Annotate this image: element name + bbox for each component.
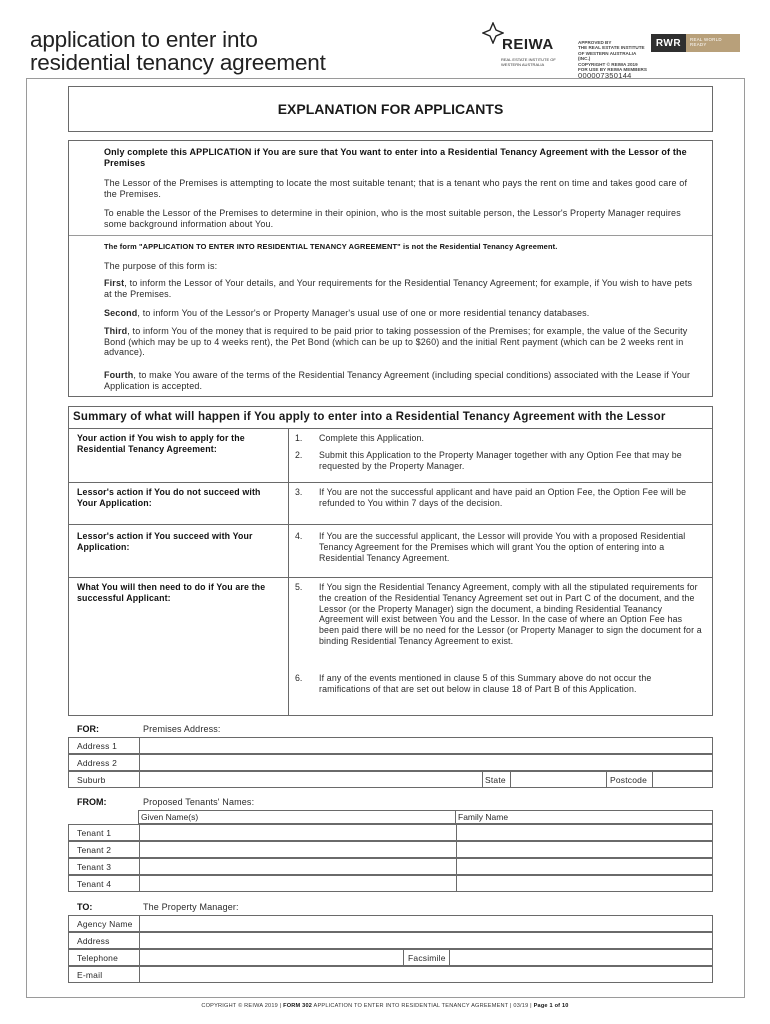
telephone-input[interactable] [139, 950, 401, 965]
address2-input[interactable] [139, 755, 712, 770]
document-title [30, 28, 326, 74]
fourth-text: , to make You aware of the terms of the Residential Tenancy Agreement (including special conditions) associated with the Lease if Your Application is accepted. [104, 370, 691, 391]
tenant-label: Tenant 2 [77, 845, 112, 855]
summary-row-divider [69, 524, 712, 525]
state-input[interactable] [510, 772, 607, 787]
telephone-row [68, 949, 713, 966]
summary-row-label: Lessor's action if You do not succeed with Your Application: [77, 487, 261, 508]
approval-line: APPROVED BY [578, 40, 612, 45]
tenant2-given-input[interactable] [139, 842, 454, 857]
tenant-row [68, 824, 713, 841]
third-text: , to inform You of the money that is required to be paid prior to taking possession of the Premises; for example, the value of the Security Bond (which may be up to 4 weeks rent), the Pet Bond (which can be up to $260) and the initial Rent payment (which can be 2 weeks rent in advance). [104, 326, 688, 357]
email-row [68, 966, 713, 983]
property-manager-label: The Property Manager: [143, 902, 239, 912]
address-input[interactable] [139, 933, 712, 948]
approval-line: COPYRIGHT © REIWA 2019 [578, 61, 638, 67]
rwr-tagline: REAL WORLD READY [686, 34, 740, 52]
purpose-first [104, 278, 694, 299]
postcode-input[interactable] [652, 772, 715, 787]
premises-address-label: Premises Address: [143, 724, 221, 734]
tenant-label: Tenant 1 [77, 828, 112, 838]
purpose-fourth [104, 370, 694, 391]
approval-line: FOR USE BY REIWA MEMBERS [578, 67, 647, 73]
proposed-tenants-label: Proposed Tenants' Names: [143, 797, 255, 807]
purpose-second [104, 308, 694, 319]
reiwa-logo [482, 22, 570, 72]
tenant1-given-input[interactable] [139, 825, 454, 840]
tenant1-family-input[interactable] [456, 825, 715, 840]
for-label: FOR: [77, 724, 99, 734]
title-line-2: residential tenancy agreement [30, 50, 326, 75]
tenant-row [68, 858, 713, 875]
to-label: TO: [77, 902, 93, 912]
item-number: 5. [295, 582, 303, 592]
address2-label: Address 2 [77, 758, 118, 768]
from-label: FROM: [77, 797, 107, 807]
footer-page-number: Page 1 of 10 [533, 1003, 569, 1009]
agency-name-input[interactable] [139, 916, 712, 931]
telephone-label: Telephone [77, 953, 119, 963]
explanation-p2: To enable the Lessor of the Premises to determine in their opinion, who is the most suitable person, the Lessor's Property Manager requires some background information about You. [104, 208, 681, 229]
facsimile-label: Facsimile [408, 953, 446, 963]
summary-row-divider [69, 482, 712, 483]
tenant-label: Tenant 4 [77, 879, 112, 889]
given-name-header: Given Name(s) [138, 810, 456, 824]
footer-form-title: APPLICATION TO ENTER INTO RESIDENTIAL TENANCY AGREEMENT | 03/19 | [312, 1003, 534, 1009]
approval-block [578, 40, 648, 79]
address1-input[interactable] [139, 738, 712, 753]
summary-item: If any of the events mentioned in clause 5 of this Summary above do not occur the ramifications of that are set out below in clause 18 of Part B of this Application. [319, 673, 652, 694]
first-label: First [104, 278, 125, 288]
explanation-heading: EXPLANATION FOR APPLICANTS [68, 86, 713, 132]
summary-item: If You are not the successful applicant and have paid an Option Fee, the Option Fee will be refunded to You within 7 days of the decision. [319, 487, 687, 508]
summary-item: Complete this Application. [319, 433, 425, 443]
reiwa-logo-sub: REAL ESTATE INSTITUTE OF WESTERN AUSTRALIA [501, 57, 556, 67]
item-number: 6. [295, 673, 303, 683]
family-name-header: Family Name [455, 810, 713, 824]
agency-name-row [68, 915, 713, 932]
notice-text: The form "APPLICATION TO ENTER INTO RESIDENTIAL TENANCY AGREEMENT" is not the Residential Tenancy Agreement. [104, 242, 558, 251]
tenant-row [68, 841, 713, 858]
suburb-row [68, 771, 713, 788]
rwr-logo [651, 34, 740, 52]
summary-item: If You sign the Residential Tenancy Agreement, comply with all the stipulated requirements for the creation of the Residential Tenancy Agreement set out in Part C of the document, and the Lessor (or the Property Manager) sign the document, a binding Residential Teanancy Agreement will exist between You and the Lessor. In the case of where an Option Fee has been paid there will be no need for the Lessor (or Property Manager to sign the document for a binding Residential Tenancy Agreement to exist. [319, 582, 702, 646]
explanation-divider [69, 235, 712, 236]
purpose-text: The purpose of this form is: [104, 261, 218, 271]
footer-form-number: FORM 302 [283, 1003, 313, 1009]
tenant3-family-input[interactable] [456, 859, 715, 874]
title-line-1: application to enter into [30, 27, 258, 52]
postcode-divider [606, 772, 607, 787]
tenant2-family-input[interactable] [456, 842, 715, 857]
summary-item: If You are the successful applicant, the Lessor will provide You with a proposed Residential Tenancy Agreement for the Premises which will grant You the option of entering into a Residential Tenancy Agreement. [319, 531, 686, 563]
address-row [68, 932, 713, 949]
item-number: 1. [295, 433, 303, 443]
tenant-row [68, 875, 713, 892]
summary-row-divider [69, 577, 712, 578]
summary-row-label: Lessor's action if You succeed with Your Application: [77, 531, 253, 552]
item-number: 3. [295, 487, 303, 497]
second-text: , to inform You of the Lessor's or Property Manager's usual use of one or more residential tenancy databases. [137, 308, 590, 318]
state-divider [482, 772, 483, 787]
suburb-label: Suburb [77, 775, 106, 785]
email-input[interactable] [139, 967, 712, 982]
summary-title: Summary of what will happen if You apply to enter into a Residential Tenancy Agreement with the Lessor [69, 407, 712, 429]
first-text: , to inform the Lessor of Your details, and Your requirements for the Residential Tenancy Agreement; for example, if You wish to have pets at the Premises. [104, 278, 693, 299]
address1-label: Address 1 [77, 741, 118, 751]
facsimile-divider [403, 950, 404, 965]
item-number: 4. [295, 531, 303, 541]
approval-line: THE REAL ESTATE INSTITUTE [578, 45, 645, 51]
fourth-label: Fourth [104, 370, 134, 380]
form-code: 000007350144 [578, 71, 632, 81]
agency-name-label: Agency Name [77, 919, 133, 929]
state-label: State [485, 775, 506, 785]
third-label: Third [104, 326, 128, 336]
page-footer [0, 1003, 770, 1009]
postcode-label: Postcode [610, 775, 648, 785]
tenant3-given-input[interactable] [139, 859, 454, 874]
purpose-third [104, 326, 694, 358]
summary-table [68, 406, 713, 716]
summary-row-label: What You will then need to do if You are the successful Applicant: [77, 582, 266, 603]
summary-column-divider [288, 428, 289, 715]
email-label: E-mail [77, 970, 103, 980]
footer-copyright: COPYRIGHT © REIWA 2019 | [201, 1003, 284, 1009]
tenant-label: Tenant 3 [77, 862, 112, 872]
tenant4-given-input[interactable] [139, 876, 454, 891]
item-number: 2. [295, 450, 303, 460]
address2-row [68, 754, 713, 771]
second-label: Second [104, 308, 138, 318]
approval-line: OF WESTERN AUSTRALIA (INC.) [578, 50, 637, 62]
address1-row [68, 737, 713, 754]
tenant4-family-input[interactable] [456, 876, 715, 891]
summary-row-label: Your action if You wish to apply for the Residential Tenancy Agreement: [77, 433, 245, 454]
explanation-box [68, 140, 713, 397]
intro-bold: Only complete this APPLICATION if You are sure that You want to enter into a Residential Tenancy Agreement with the Lessor of the Premises [104, 147, 687, 168]
explanation-p1: The Lessor of the Premises is attempting to locate the most suitable tenant; that is a tenant who pays the rent on time and takes good care of the Premises. [104, 178, 688, 199]
rwr-mark: RWR [651, 34, 686, 52]
facsimile-input[interactable] [449, 950, 715, 965]
reiwa-logo-word: REIWA [502, 36, 554, 53]
reiwa-diamond-icon [482, 22, 504, 44]
summary-item: Submit this Application to the Property Manager together with any Option Fee that may be requested by the Property Manager. [319, 450, 682, 471]
address-label: Address [77, 936, 110, 946]
